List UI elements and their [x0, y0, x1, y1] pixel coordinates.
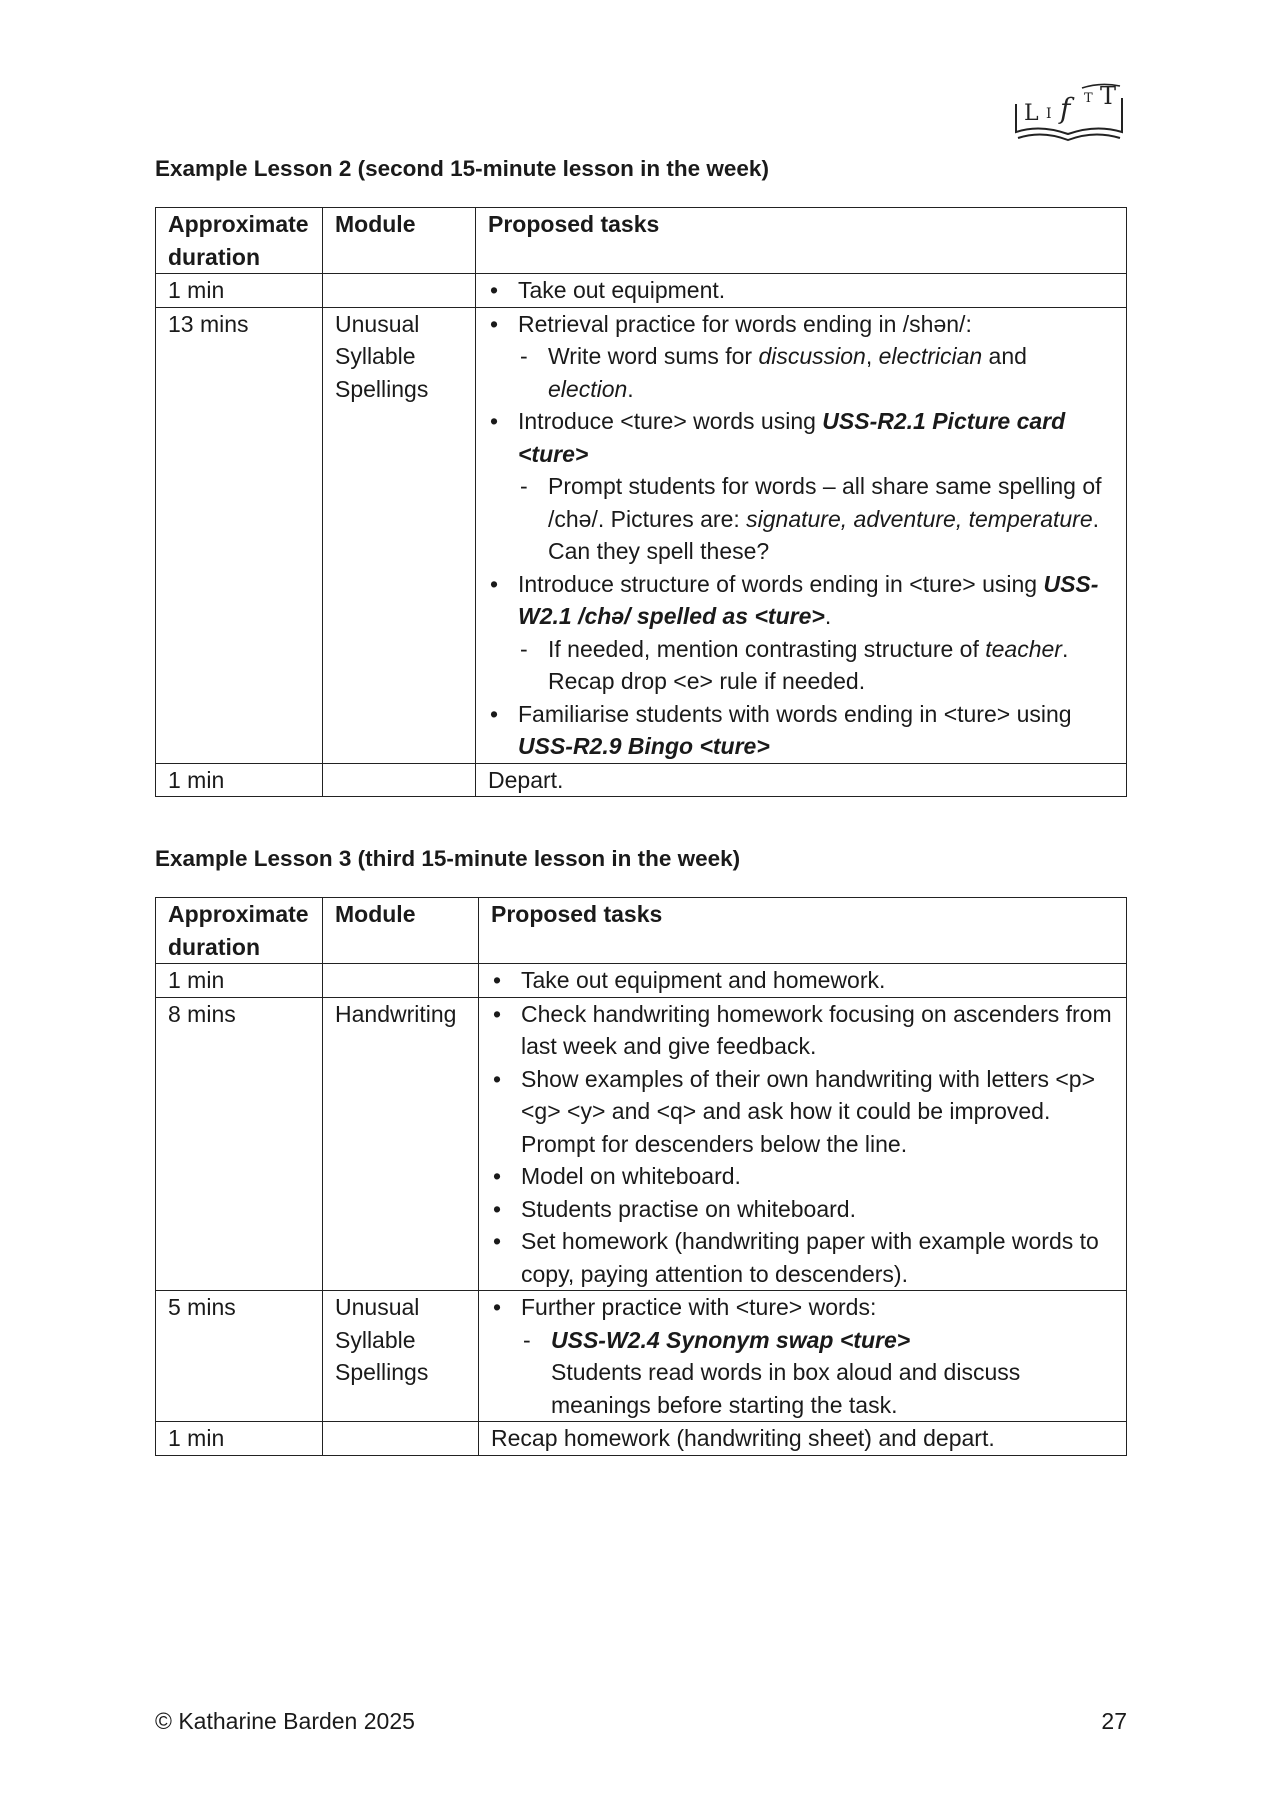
resource-reference: USS-W2.4 Synonym swap <ture> [551, 1326, 911, 1353]
table-row [156, 1291, 1127, 1422]
table-row [156, 1422, 1127, 1456]
task-item: • Show examples of their own handwriting with letters <p> <g> <y> and <q> and ask how it could be improved. Prompt for descenders below the line. [491, 1063, 1116, 1161]
duration-cell: 5 mins [156, 1291, 323, 1422]
copyright: © Katharine Barden 2025 [155, 1708, 415, 1734]
module-cell [323, 1422, 479, 1456]
duration-cell: 8 mins [156, 997, 323, 1291]
resource-reference: USS-R2.9 Bingo <ture> [518, 733, 770, 759]
header-tasks: Proposed tasks [479, 898, 1127, 964]
task-item: • Set homework (handwriting paper with example words to copy, paying attention to descenders). [491, 1225, 1116, 1290]
subtask-text: If needed, mention contrasting structure of [548, 635, 986, 662]
table-row [156, 307, 1127, 763]
module-cell [323, 964, 479, 998]
subtask-text: Write word sums for [548, 343, 759, 369]
lesson2-title: Example Lesson 2 (second 15-minute lesson in the week) [155, 156, 769, 181]
period: . [824, 603, 832, 629]
header-duration: Approximate duration [156, 898, 323, 964]
table-row [156, 274, 1127, 308]
lesson2-table [155, 207, 1127, 797]
task-text: Introduce structure of words ending in <ture> using [518, 570, 1044, 597]
task-item: • Check handwriting homework focusing on ascenders from last week and give feedback. [491, 998, 1116, 1063]
comma: , [865, 343, 879, 369]
resource-reference: USS-W2.1 /chə/ spelled as <ture> [518, 570, 1099, 629]
task-text: Retrieval practice for words ending in /shən/: [518, 310, 972, 337]
svg-text:L: L [1024, 101, 1039, 126]
table-header-row [156, 208, 1127, 274]
table-row [156, 997, 1127, 1291]
task-item [488, 568, 1116, 698]
task-item: • Model on whiteboard. [491, 1160, 1116, 1193]
header-module: Module [323, 898, 479, 964]
subtask-text: Prompt students for words – all share same spelling of /chə/. Pictures are: [548, 473, 1102, 532]
period: . [627, 375, 634, 402]
module-cell: Handwriting [323, 997, 479, 1291]
svg-text:T: T [1100, 82, 1117, 110]
subtask-item [518, 633, 1116, 698]
page-number: 27 [1101, 1708, 1127, 1734]
module-cell: Unusual Syllable Spellings [323, 307, 476, 763]
header-duration: Approximate duration [156, 208, 323, 274]
resource-reference: USS-R2.1 Picture card <ture> [518, 408, 1066, 467]
task-item: • Take out equipment and homework. [491, 964, 1116, 997]
duration-cell: 1 min [156, 964, 323, 998]
task-item [488, 698, 1116, 763]
task-text: Familiarise students with words ending in <ture> using [518, 700, 1072, 727]
table-row [156, 964, 1127, 998]
table-row [156, 763, 1127, 797]
lesson3-table [155, 897, 1127, 1456]
tasks-cell [476, 274, 1127, 308]
module-cell [323, 763, 476, 797]
duration-cell: 13 mins [156, 307, 323, 763]
tasks-cell [479, 997, 1127, 1291]
svg-text:f: f [1060, 92, 1071, 125]
picture-words: signature, adventure, temperature [746, 505, 1093, 532]
duration-cell: 1 min [156, 1422, 323, 1456]
subtask-text: Students read words in box aloud and discuss meanings before starting the task. [551, 1359, 1021, 1418]
module-cell [323, 274, 476, 308]
task-item [488, 308, 1116, 406]
word-discussion: discussion [758, 343, 866, 369]
module-cell: Unusual Syllable Spellings [323, 1291, 479, 1422]
header-module: Module [323, 208, 476, 274]
subtask-text-end: . Recap drop <e> rule if needed. [548, 635, 1069, 694]
subtask-text-end: . Can they spell these? [548, 505, 1100, 564]
duration-cell: 1 min [156, 763, 323, 797]
tasks-cell: Depart. [476, 763, 1127, 797]
lesson3-title: Example Lesson 3 (third 15-minute lesson in the week) [155, 846, 741, 871]
word-electrician: electrician [878, 343, 983, 369]
conjunction: and [982, 343, 1027, 369]
subtask-item [521, 1324, 1116, 1422]
svg-text:T: T [1084, 91, 1093, 106]
task-item [488, 405, 1116, 568]
subtask-item [518, 340, 1116, 405]
tasks-cell [479, 1291, 1127, 1422]
tasks-cell [479, 964, 1127, 998]
task-text: Further practice with <ture> words: [521, 1294, 877, 1320]
lift-logo [1010, 78, 1128, 142]
header-tasks: Proposed tasks [476, 208, 1127, 274]
subtask-item [518, 470, 1116, 568]
task-item: • Take out equipment. [488, 274, 1116, 307]
word-teacher: teacher [985, 635, 1062, 662]
svg-text:I: I [1046, 106, 1052, 122]
task-item [491, 1291, 1116, 1421]
tasks-cell [476, 307, 1127, 763]
tasks-cell: Recap homework (handwriting sheet) and depart. [479, 1422, 1127, 1456]
task-text: Introduce <ture> words using [518, 408, 823, 434]
task-item: • Students practise on whiteboard. [491, 1193, 1116, 1226]
duration-cell: 1 min [156, 274, 323, 308]
table-header-row [156, 898, 1127, 964]
word-election: election [548, 375, 628, 402]
